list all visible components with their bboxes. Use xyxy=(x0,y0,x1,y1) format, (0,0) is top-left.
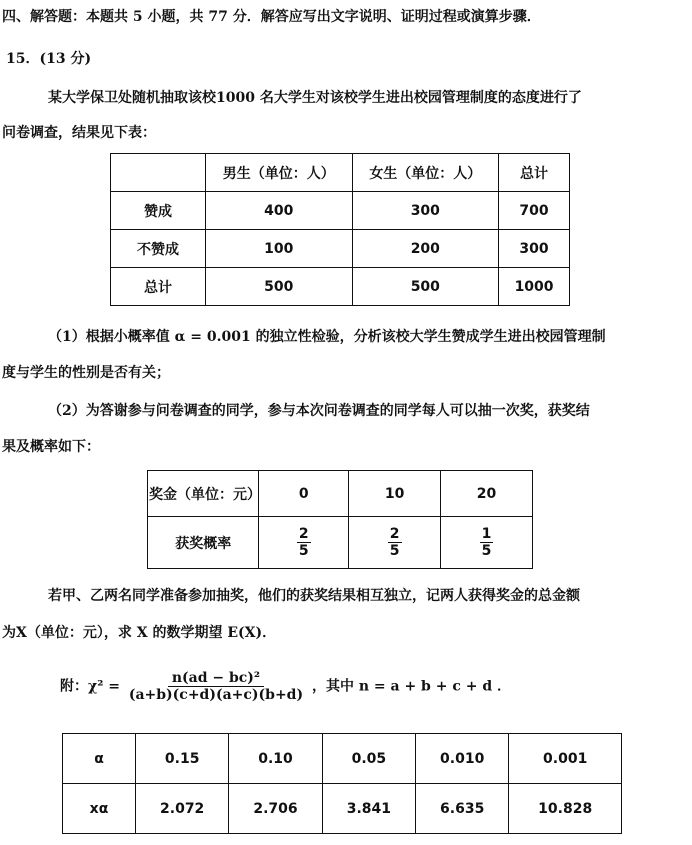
table1-cell: 700 xyxy=(499,192,570,230)
table1-row-label: 总计 xyxy=(111,268,206,306)
question-1-line-2: 度与学生的性别是否有关； xyxy=(2,365,170,381)
attitude-table xyxy=(110,153,570,306)
fraction-numerator: 2 xyxy=(298,526,309,542)
critical-value-table xyxy=(62,733,622,834)
table3-critical-value: 10.828 xyxy=(509,784,622,834)
prize-table xyxy=(147,470,533,569)
table1-row-label: 赞成 xyxy=(111,192,206,230)
formula-fraction xyxy=(125,670,307,703)
table3-alpha-label: α xyxy=(63,734,136,784)
formula-suffix: ，其中 n = a + b + c + d ． xyxy=(311,678,511,695)
intro-line-2: 问卷调查，结果见下表： xyxy=(2,125,156,141)
table3-alpha-value: 0.10 xyxy=(229,734,322,784)
table3-critical-value: 2.072 xyxy=(136,784,229,834)
table1-header-male: 男生（单位：人） xyxy=(205,154,352,192)
intro-line-1: 某大学保卫处随机抽取该校1000 名大学生对该校学生进出校园管理制度的态度进行了 xyxy=(48,90,582,106)
formula-denominator: (a+b)(c+d)(a+c)(b+d) xyxy=(128,687,304,703)
table3-critical-value: 2.706 xyxy=(229,784,322,834)
table3-alpha-value: 0.001 xyxy=(509,734,622,784)
table1-cell: 500 xyxy=(205,268,352,306)
fraction-denominator: 5 xyxy=(298,543,309,559)
table2-prize-value: 10 xyxy=(349,471,441,517)
table1-cell: 300 xyxy=(352,192,499,230)
table3-critical-value: 3.841 xyxy=(322,784,415,834)
problem-number: 15．(13 分) xyxy=(6,51,92,67)
table1-cell: 500 xyxy=(352,268,499,306)
table1-cell: 200 xyxy=(352,230,499,268)
question-2-text-line-1: 若甲、乙两名同学准备参加抽奖，他们的获奖结果相互独立，记两人获得奖金的总金额 xyxy=(48,588,580,604)
table1-cell: 400 xyxy=(205,192,352,230)
fraction-denominator: 5 xyxy=(389,543,400,559)
question-1-line-1: （1）根据小概率值 α = 0.001 的独立性检验，分析该校大学生赞成学生进出校园管理制 xyxy=(48,329,606,345)
table1-cell: 1000 xyxy=(499,268,570,306)
table2-header-prize: 奖金（单位：元） xyxy=(148,471,259,517)
table1-cell: 300 xyxy=(499,230,570,268)
fraction-numerator: 1 xyxy=(481,526,492,542)
formula-prefix: 附：χ² = xyxy=(60,678,120,695)
fraction-numerator: 2 xyxy=(389,526,400,542)
fraction-denominator: 5 xyxy=(481,543,492,559)
table2-probability xyxy=(349,517,441,569)
question-2-line-1: （2）为答谢参与问卷调查的同学，参与本次问卷调查的同学每人可以抽一次奖，获奖结 xyxy=(48,403,590,419)
chi-square-formula xyxy=(60,670,511,703)
table1-row-label: 不赞成 xyxy=(111,230,206,268)
formula-numerator: n(ad − bc)² xyxy=(168,670,264,687)
table2-probability xyxy=(441,517,533,569)
table3-alpha-value: 0.15 xyxy=(136,734,229,784)
section-header: 四、解答题：本题共 5 小题，共 77 分．解答应写出文字说明、证明过程或演算步骤． xyxy=(2,9,541,25)
table2-prize-value: 20 xyxy=(441,471,533,517)
question-2-line-2: 果及概率如下： xyxy=(2,439,100,455)
question-2-text-line-2: 为X（单位：元），求 X 的数学期望 E(X)． xyxy=(2,625,277,641)
table3-x-alpha-label: xα xyxy=(63,784,136,834)
table1-header-blank xyxy=(111,154,206,192)
table1-header-female: 女生（单位：人） xyxy=(352,154,499,192)
table2-probability-label: 获奖概率 xyxy=(148,517,259,569)
table1-cell: 100 xyxy=(205,230,352,268)
table3-critical-value: 6.635 xyxy=(416,784,509,834)
table3-alpha-value: 0.010 xyxy=(416,734,509,784)
table1-header-total: 总计 xyxy=(499,154,570,192)
table2-prize-value: 0 xyxy=(259,471,349,517)
table3-alpha-value: 0.05 xyxy=(322,734,415,784)
table2-probability xyxy=(259,517,349,569)
